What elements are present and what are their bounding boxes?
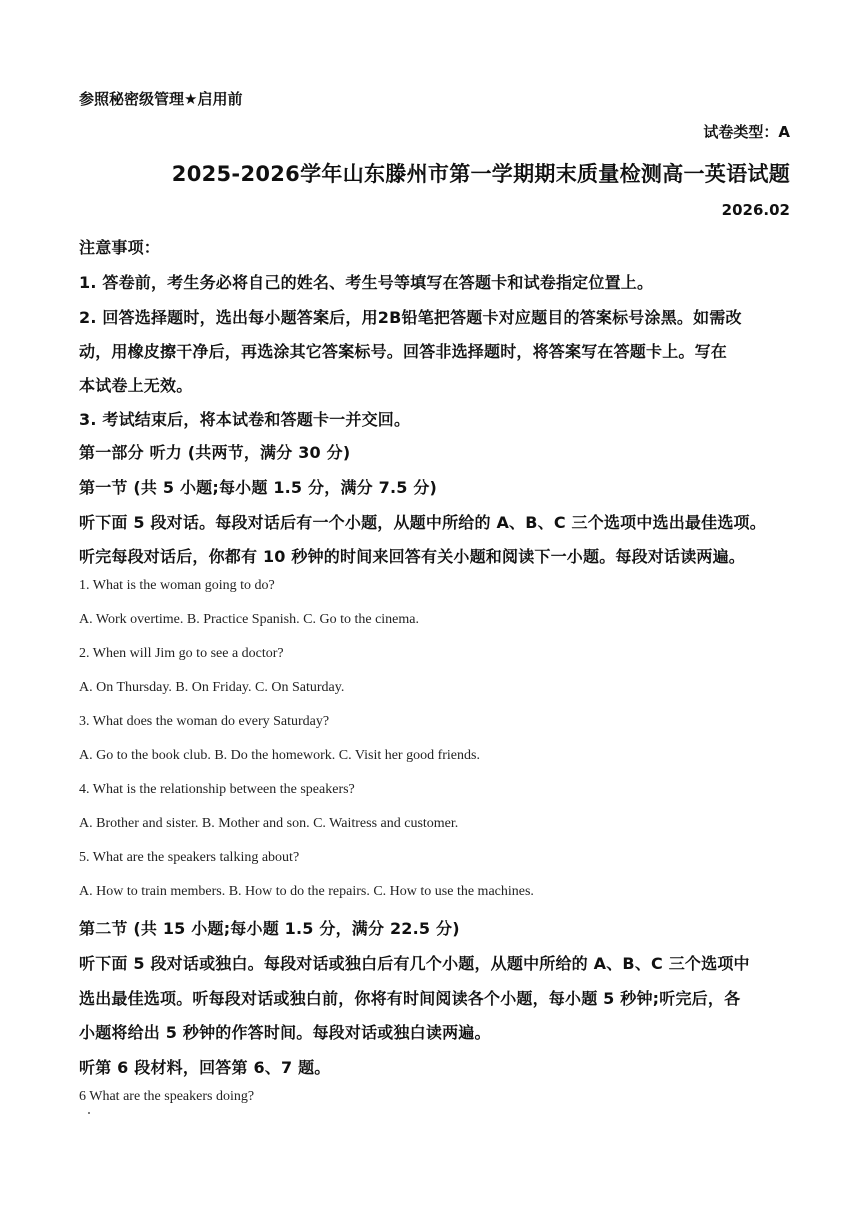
section2-instruction-line-3: 小题将给出 5 秒钟的作答时间。每段对话或独白读两遍。: [79, 1023, 491, 1042]
paper-type-label: 试卷类型：A: [703, 123, 790, 141]
notice-item-2-line-1: 2. 回答选择题时，选出每小题答案后，用2B铅笔把答题卡对应题目的答案标号涂黑。如需改: [79, 308, 742, 327]
notice-item-1: 1. 答卷前，考生务必将自己的姓名、考生号等填写在答题卡和试卷指定位置上。: [79, 273, 654, 292]
material-6-instruction: 听第 6 段材料，回答第 6、7 题。: [79, 1058, 331, 1077]
question-5: 5. What are the speakers talking about?: [79, 850, 300, 865]
section1-heading: 第一节 (共 5 小题;每小题 1.5 分，满分 7.5 分): [79, 478, 438, 497]
section2-instruction-line-1: 听下面 5 段对话或独白。每段对话或独白后有几个小题，从题中所给的 A、B、C 三个选项中: [79, 954, 750, 973]
question-1-options: A. Work overtime. B. Practice Spanish. C. Go to the cinema.: [79, 612, 419, 627]
notice-item-2-line-2: 动，用橡皮擦干净后，再选涂其它答案标号。回答非选择题时，将答案写在答题卡上。写在: [79, 342, 728, 361]
exam-date: 2026.02: [721, 201, 790, 219]
question-3: 3. What does the woman do every Saturday?: [79, 714, 330, 729]
scan-dot: [88, 1112, 90, 1114]
section1-instruction-line-1: 听下面 5 段对话。每段对话后有一个小题，从题中所给的 A、B、C 三个选项中选出最佳选项。: [79, 513, 766, 532]
section2-instruction-line-2: 选出最佳选项。听每段对话或独白前，你将有时间阅读各个小题，每小题 5 秒钟;听完后，各: [79, 989, 741, 1008]
question-1: 1. What is the woman going to do?: [79, 578, 275, 593]
question-4-options: A. Brother and sister. B. Mother and son. C. Waitress and customer.: [79, 816, 459, 831]
exam-title: 2025-2026学年山东滕州市第一学期期末质量检测高一英语试题: [171, 162, 790, 186]
question-4: 4. What is the relationship between the speakers?: [79, 782, 355, 797]
notice-item-2-line-3: 本试卷上无效。: [79, 376, 193, 395]
question-6: 6 What are the speakers doing?: [79, 1089, 255, 1104]
notice-item-3: 3. 考试结束后，将本试卷和答题卡一并交回。: [79, 410, 411, 429]
section1-instruction-line-2: 听完每段对话后，你都有 10 秒钟的时间来回答有关小题和阅读下一小题。每段对话读两遍。: [79, 547, 746, 566]
question-5-options: A. How to train members. B. How to do the repairs. C. How to use the machines.: [79, 884, 534, 899]
part1-heading: 第一部分 听力 (共两节，满分 30 分): [79, 443, 351, 462]
question-2: 2. When will Jim go to see a doctor?: [79, 646, 284, 661]
question-3-options: A. Go to the book club. B. Do the homework. C. Visit her good friends.: [79, 748, 480, 763]
question-2-options: A. On Thursday. B. On Friday. C. On Saturday.: [79, 680, 345, 695]
section2-heading: 第二节 (共 15 小题;每小题 1.5 分，满分 22.5 分): [79, 919, 460, 938]
secrecy-label: 参照秘密级管理★启用前: [79, 90, 243, 108]
notice-heading: 注意事项：: [79, 238, 161, 257]
